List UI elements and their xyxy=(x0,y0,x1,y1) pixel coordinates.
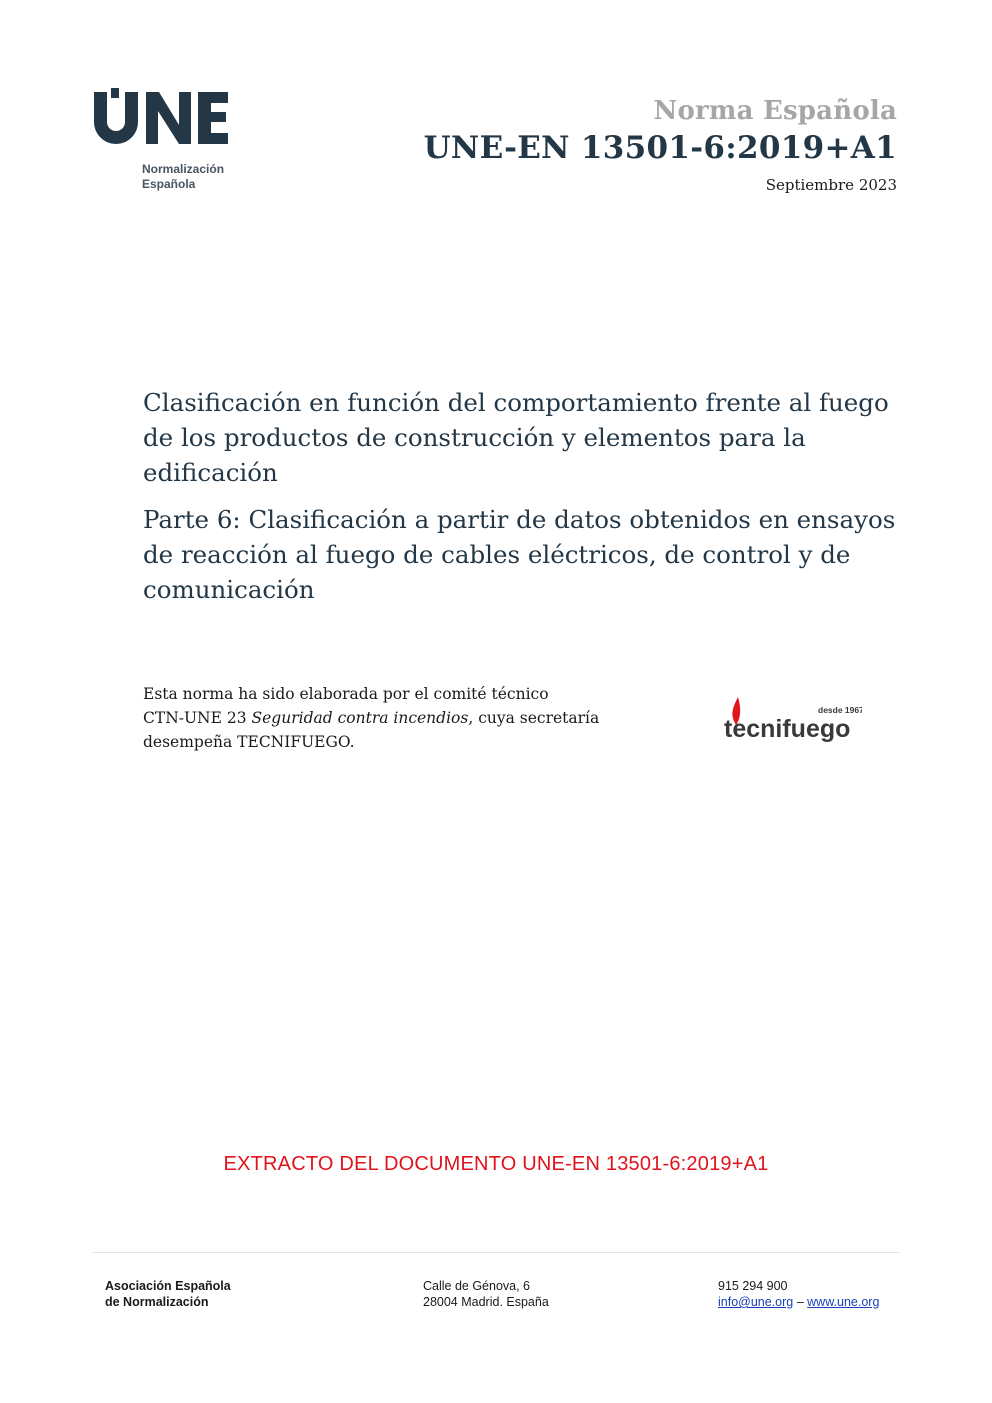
document-header xyxy=(424,96,897,194)
footer-contact xyxy=(718,1278,879,1310)
committee-line2 xyxy=(143,706,663,730)
document-title xyxy=(143,385,913,607)
footer-address xyxy=(423,1278,549,1310)
footer-phone: 915 294 900 xyxy=(718,1279,788,1293)
email-link[interactable]: info@une.org xyxy=(718,1295,794,1309)
footer-address-line2: 28004 Madrid. España xyxy=(423,1295,549,1309)
website-link[interactable]: www.une.org xyxy=(807,1295,880,1309)
footer-org-line1: Asociación Española xyxy=(105,1279,231,1293)
footer-links xyxy=(718,1294,879,1310)
footer-org-line2: de Normalización xyxy=(105,1295,209,1309)
footer-address-line1: Calle de Génova, 6 xyxy=(423,1279,531,1293)
committee-statement xyxy=(143,682,663,754)
title-main: Clasificación en función del comportamiento frente al fuego de los productos de construcción y elementos para la edificación xyxy=(143,388,889,487)
une-logo xyxy=(92,88,242,198)
tecnifuego-logo-mark xyxy=(722,695,862,755)
tecnifuego-logo xyxy=(722,695,862,755)
norma-code: UNE-EN 13501-6:2019+A1 xyxy=(423,130,897,166)
tecnifuego-wordmark: tecnifuego xyxy=(724,715,851,743)
title-part: Parte 6: Clasificación a partir de datos obtenidos en ensayos de reacción al fuego de cables eléctricos, de control y de comunicación xyxy=(143,505,896,604)
logo-subtitle-line1: Normalización xyxy=(142,162,225,176)
logo-subtitle-line2: Española xyxy=(142,177,196,191)
norma-date: Septiembre 2023 xyxy=(765,176,897,194)
une-logo-mark xyxy=(92,88,232,148)
tecnifuego-tagline: desde 1967 xyxy=(818,705,862,715)
committee-after-name: , cuya secretaría xyxy=(468,709,600,727)
extract-notice: EXTRACTO DEL DOCUMENTO UNE-EN 13501-6:2019+A1 xyxy=(223,1153,769,1175)
committee-name: Seguridad contra incendios xyxy=(251,709,469,727)
norma-label: Norma Española xyxy=(653,96,897,126)
footer-organization xyxy=(105,1278,231,1310)
une-logo-subtitle xyxy=(142,162,224,192)
committee-line1: Esta norma ha sido elaborada por el comité técnico xyxy=(143,685,549,703)
footer-divider xyxy=(93,1252,899,1253)
committee-ctn: CTN-UNE 23 xyxy=(143,709,252,727)
committee-line3: desempeña TECNIFUEGO. xyxy=(143,733,355,751)
footer-separator: – xyxy=(793,1295,808,1309)
